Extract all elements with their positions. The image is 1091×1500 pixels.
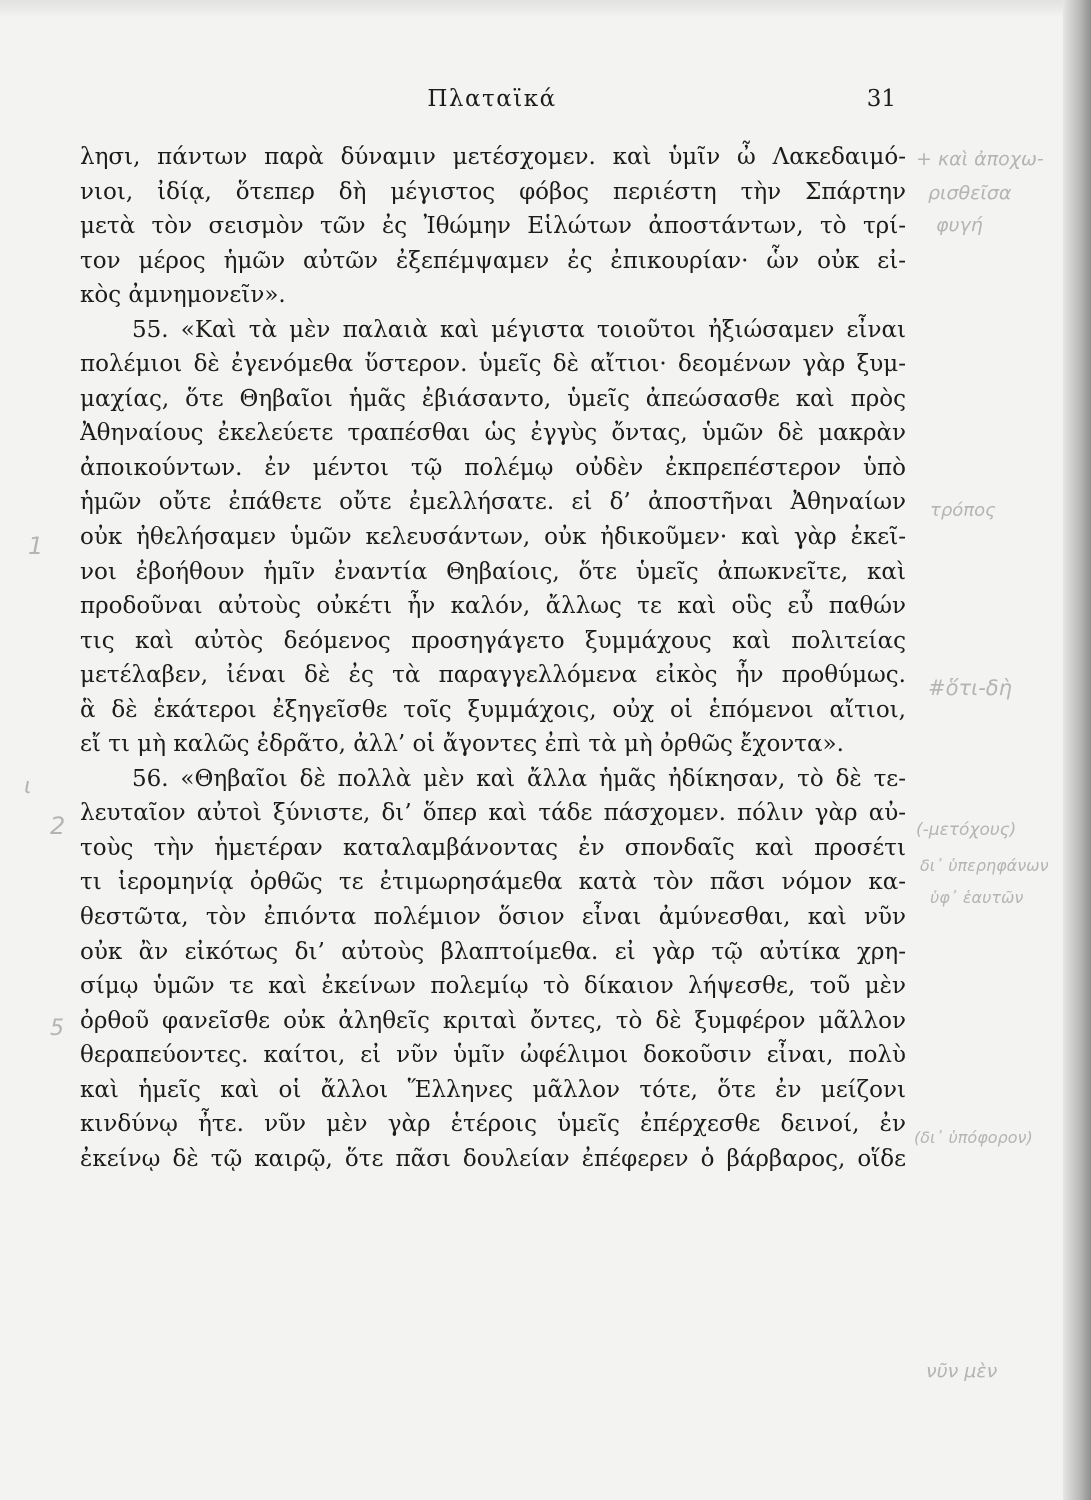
text-line: μετέλαβεν, ἰέναι δὲ ἐς τὰ παραγγελλόμενα εἰκὸς ἦν προθύμως. [80,662,906,689]
margin-note: (δι᾽ ὑπόφορον) [914,1128,1033,1147]
margin-note: #ὅτι-δὴ [928,676,1012,700]
chapter-56-start: 56. «Θηβαῖοι δὲ πολλὰ μὲν καὶ ἄλλα ἡμᾶς ἠδίκησαν, τὸ δὲ τε- [132,765,906,792]
text-line: κὸς ἀμνημονεῖν». [80,282,286,309]
text-line: λευταῖον αὐτοὶ ξύνιστε, δι’ ὅπερ καὶ τάδε πάσχομεν. πόλιν γὰρ αὐ- [80,800,906,827]
page-number: 31 [866,86,896,112]
text-line: νιοι, ἰδίᾳ, ὅτεπερ δὴ μέγιστος φόβος περιέστη τὴν Σπάρτην [80,178,906,205]
text-line: οὐκ ἠθελήσαμεν ὑμῶν κελευσάντων, οὐκ ἠδικοῦμεν· καὶ γὰρ ἐκεῖ- [80,524,906,551]
margin-note: 1 [28,532,44,560]
margin-note: φυγή [936,214,983,236]
body-text [80,140,906,1176]
text-line: Ἀθηναίους ἐκελεύετε τραπέσθαι ὡς ἐγγὺς ὄντας, ὑμῶν δὲ μακρὰν [80,420,906,447]
text-line: θεραπεύοντες. καίτοι, εἰ νῦν ὑμῖν ὠφέλιμοι δοκοῦσιν εἶναι, πολὺ [80,1042,906,1069]
text-line: οὐκ ἂν εἰκότως δι’ αὐτοὺς βλαπτοίμεθα. εἰ γὰρ τῷ αὐτίκα χρη- [80,938,906,965]
text-line: εἴ τι μὴ καλῶς ἐδρᾶτο, ἀλλ’ οἱ ἄγοντες ἐπὶ τὰ μὴ ὀρθῶς ἔχοντα». [80,731,844,758]
margin-note: (-μετόχους) [916,820,1017,840]
text-line: κινδύνῳ ἦτε. νῦν μὲν γὰρ ἑτέροις ὑμεῖς ἐπέρχεσθε δεινοί, ἐν [80,1111,906,1138]
scan-binding-edge [1063,0,1091,1500]
page-header [88,86,896,120]
text-line: ἃ δὲ ἑκάτεροι ἐξηγεῖσθε τοῖς ξυμμάχοις, οὐχ οἱ ἑπόμενοι αἴτιοι, [80,696,906,723]
margin-note: τρόπος [930,500,996,521]
running-title: Πλαταϊκά [427,86,557,112]
text-line: ἀποικούντων. ἐν μέντοι τῷ πολέμῳ οὐδὲν ἐκπρεπέστερον ὑπὸ [80,454,906,481]
margin-note: ρισθεῖσα [928,182,1012,204]
text-line: ἡμῶν οὔτε ἐπάθετε οὔτε ἐμελλήσατε. εἰ δ’ ἀποστῆναι Ἀθηναίων [80,489,906,516]
text-line: μαχίας, ὅτε Θηβαῖοι ἡμᾶς ἐβιάσαντο, ὑμεῖς ἀπεώσασθε καὶ πρὸς [80,385,906,412]
scan-shadow-top [0,0,1091,18]
text-line: προδοῦναι αὐτοὺς οὐκέτι ἦν καλόν, ἄλλως τε καὶ οὓς εὖ παθών [80,593,906,620]
text-line: τον μέρος ἡμῶν αὐτῶν ἐξεπέμψαμεν ἐς ἐπικουρίαν· ὧν οὐκ εἰ- [80,247,906,274]
text-line: τι ἱερομηνίᾳ ὀρθῶς τε ἐτιμωρησάμεθα κατὰ τὸν πᾶσι νόμον κα- [80,869,906,896]
margin-note: + καὶ ἀποχω- [916,148,1044,170]
text-line: πολέμιοι δὲ ἐγενόμεθα ὕστερον. ὑμεῖς δὲ αἴτιοι· δεομένων γὰρ ξυμ- [80,351,906,378]
text-line: θεστῶτα, τὸν ἐπιόντα πολέμιον ὅσιον εἶναι ἀμύνεσθαι, καὶ νῦν [80,904,906,931]
text-line: ἐκείνῳ δὲ τῷ καιρῷ, ὅτε πᾶσι δουλείαν ἐπέφερεν ὁ βάρβαρος, οἵδε [80,1145,906,1172]
text-line: σίμῳ ὑμῶν τε καὶ ἐκείνων πολεμίῳ τὸ δίκαιον λήψεσθε, τοῦ μὲν [80,973,906,1000]
text-line: ὀρθοῦ φανεῖσθε οὐκ ἀληθεῖς κριταὶ ὄντες, τὸ δὲ ξυμφέρον μᾶλλον [80,1007,906,1034]
margin-note: δι᾽ ὑπερηφάνων [920,856,1049,875]
margin-note: ι [24,774,32,799]
text-line: λησι, πάντων παρὰ δύναμιν μετέσχομεν. καὶ ὑμῖν ὦ Λακεδαιμό- [80,144,906,170]
margin-note: ὑφ᾽ ἑαυτῶν [930,888,1024,907]
margin-note: νῦν μὲν [926,1360,998,1382]
text-line: νοι ἐβοήθουν ἡμῖν ἐναντία Θηβαίοις, ὅτε ὑμεῖς ἀπωκνεῖτε, καὶ [80,558,906,585]
text-line: καὶ ἡμεῖς καὶ οἱ ἄλλοι Ἕλληνες μᾶλλον τότε, ὅτε ἐν μείζονι [80,1076,906,1103]
text-line: μετὰ τὸν σεισμὸν τῶν ἐς Ἰθώμην Εἱλώτων ἀποστάντων, τὸ τρί- [80,213,906,240]
text-line: τις καὶ αὐτὸς δεόμενος προσηγάγετο ξυμμάχους καὶ πολιτείας [80,627,906,654]
chapter-55-start: 55. «Καὶ τὰ μὲν παλαιὰ καὶ μέγιστα τοιοῦτοι ἠξιώσαμεν εἶναι [132,316,906,343]
margin-note: 2 [50,812,66,840]
margin-note: 5 [50,1016,64,1041]
text-line: τοὺς τὴν ἡμετέραν καταλαμβάνοντας ἐν σπονδαῖς καὶ προσέτι [80,834,906,861]
